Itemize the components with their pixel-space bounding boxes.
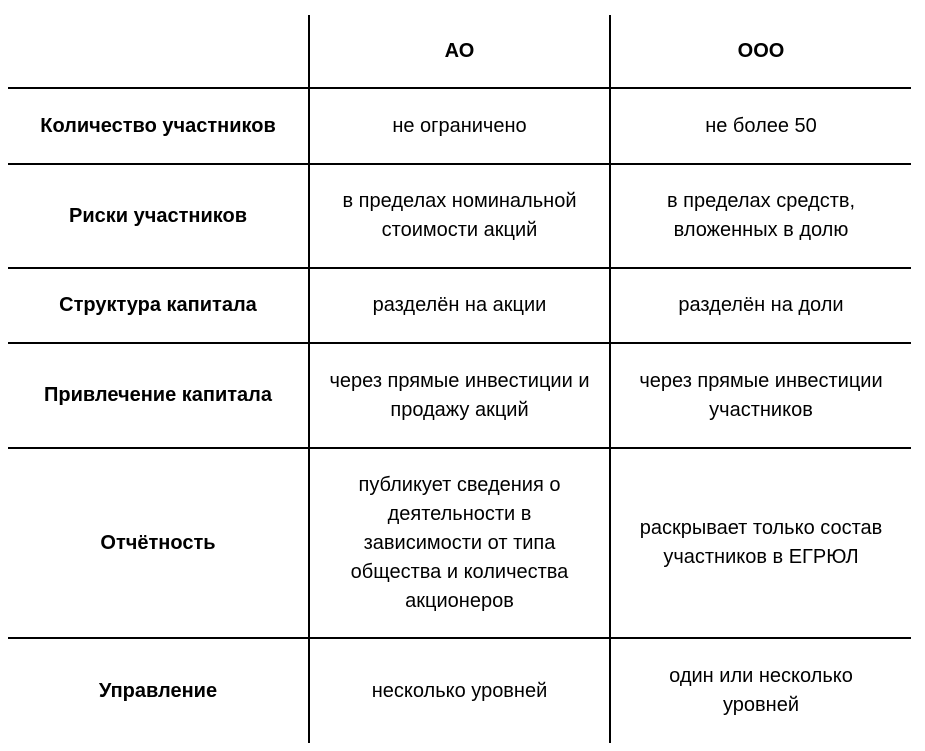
cell-ooo: один или несколько уровней	[669, 665, 853, 716]
row-label: Количество участников	[40, 114, 276, 137]
cell-ooo: в пределах средств, вложенных в долю	[666, 190, 856, 241]
header-cell-ooo: ООО	[737, 39, 785, 62]
cell-ooo: раскрывает только состав участников в ЕГРЮЛ	[639, 517, 883, 568]
row-label: Структура капитала	[59, 294, 257, 316]
cell-ao: несколько уровней	[371, 679, 548, 702]
row-label: Риски участников	[68, 204, 248, 227]
cell-ooo: разделён на доли	[678, 294, 844, 316]
row-label: Отчётность	[100, 531, 216, 554]
cell-ao: публикует сведения о деятельности в зависимости от типа общества и количества акционеров	[350, 473, 569, 612]
cell-ao: в пределах номинальной стоимости акций	[342, 190, 577, 241]
row-label: Привлечение капитала	[43, 384, 273, 406]
comparison-table	[8, 15, 911, 743]
header-cell-empty	[8, 15, 308, 87]
row-label: Управление	[98, 679, 218, 702]
cell-ao: не ограничено	[392, 114, 527, 137]
header-cell-ao: АО	[444, 39, 475, 62]
cell-ooo: через прямые инвестиции участников	[639, 369, 883, 421]
cell-ao: через прямые инвестиции и продажу акций	[329, 369, 590, 421]
cell-ao: разделён на акции	[372, 294, 547, 316]
cell-ooo: не более 50	[705, 114, 817, 137]
